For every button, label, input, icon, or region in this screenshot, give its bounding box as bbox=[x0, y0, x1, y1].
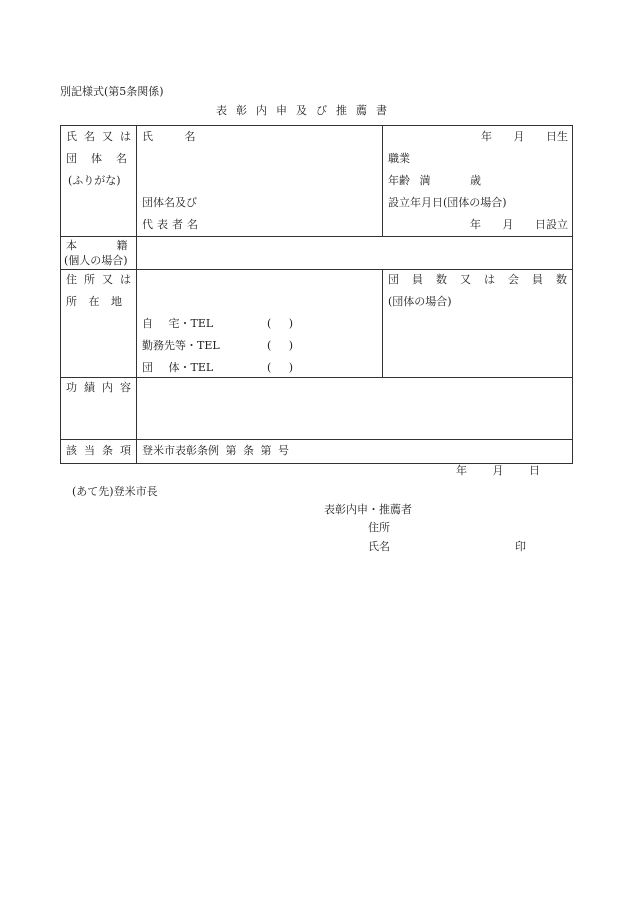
birth-date-line: 年 月 日生 bbox=[481, 130, 568, 143]
label-location: 所 在 地 bbox=[66, 295, 122, 308]
applicant-name: 氏名 bbox=[368, 540, 390, 553]
applicant-address: 住所 bbox=[368, 521, 390, 534]
age-unit: 歳 bbox=[470, 174, 481, 187]
row-domicile bbox=[61, 237, 573, 270]
label-domicile: 本 籍 bbox=[66, 239, 128, 252]
row-name bbox=[61, 126, 573, 237]
members-note: (団体の場合) bbox=[388, 295, 452, 308]
members-cell[interactable] bbox=[383, 270, 580, 378]
row-address bbox=[61, 270, 573, 378]
label-individual: (個人の場合) bbox=[64, 254, 128, 267]
label-address-cell bbox=[61, 270, 137, 378]
label-domicile-cell bbox=[61, 237, 137, 270]
home-tel-label: 自 宅・TEL bbox=[142, 317, 214, 330]
article-value-cell[interactable] bbox=[137, 440, 573, 464]
rep-label-2: 代表者名 bbox=[142, 218, 202, 231]
row-article bbox=[61, 440, 573, 464]
applicant-label: 表彰内申・推薦者 bbox=[324, 503, 412, 516]
work-tel-label: 勤務先等・TEL bbox=[142, 339, 220, 352]
label-achievement-cell bbox=[61, 378, 137, 440]
group-tel-paren: ( ) bbox=[267, 361, 294, 374]
label-article: 該当条項 bbox=[66, 444, 138, 457]
occupation-label: 職業 bbox=[388, 152, 410, 165]
addressee: (あて先)登米市長 bbox=[72, 485, 158, 498]
row-achievement bbox=[61, 378, 573, 440]
name-cell[interactable] bbox=[137, 126, 383, 237]
rep-label-1: 団体名及び bbox=[142, 196, 197, 209]
label-furigana: (ふりがな) bbox=[68, 174, 121, 187]
label-name: 氏名又は bbox=[66, 130, 138, 143]
work-tel-paren: ( ) bbox=[267, 339, 294, 352]
name-label: 氏 名 bbox=[142, 130, 210, 143]
established-date-line: 年 月 日設立 bbox=[470, 218, 568, 231]
achievement-value-cell[interactable] bbox=[137, 378, 573, 440]
home-tel-paren: ( ) bbox=[267, 317, 294, 330]
established-label: 設立年月日(団体の場合) bbox=[388, 196, 507, 209]
label-achievement: 功績内容 bbox=[66, 381, 138, 394]
application-table bbox=[60, 125, 580, 464]
label-address: 住所又は bbox=[66, 273, 138, 286]
document-title: 表彰内申及び推薦書 bbox=[216, 104, 396, 117]
address-cell[interactable] bbox=[137, 270, 383, 378]
label-article-cell bbox=[61, 440, 137, 464]
members-label: 団員数又は会員数 bbox=[388, 273, 580, 286]
submission-date: 年 月 日 bbox=[456, 464, 540, 477]
seal-mark: 印 bbox=[515, 540, 526, 553]
domicile-value-cell[interactable] bbox=[137, 237, 573, 270]
label-name-cell bbox=[61, 126, 141, 237]
birth-cell[interactable] bbox=[383, 126, 573, 237]
label-group-name: 団体名 bbox=[66, 152, 141, 165]
form-id: 別記様式(第5条関係) bbox=[60, 85, 164, 98]
age-label: 年齢 満 bbox=[388, 174, 431, 187]
article-text: 登米市表彰条例 第 条 第 号 bbox=[142, 444, 289, 457]
group-tel-label: 団 体・TEL bbox=[142, 361, 214, 374]
